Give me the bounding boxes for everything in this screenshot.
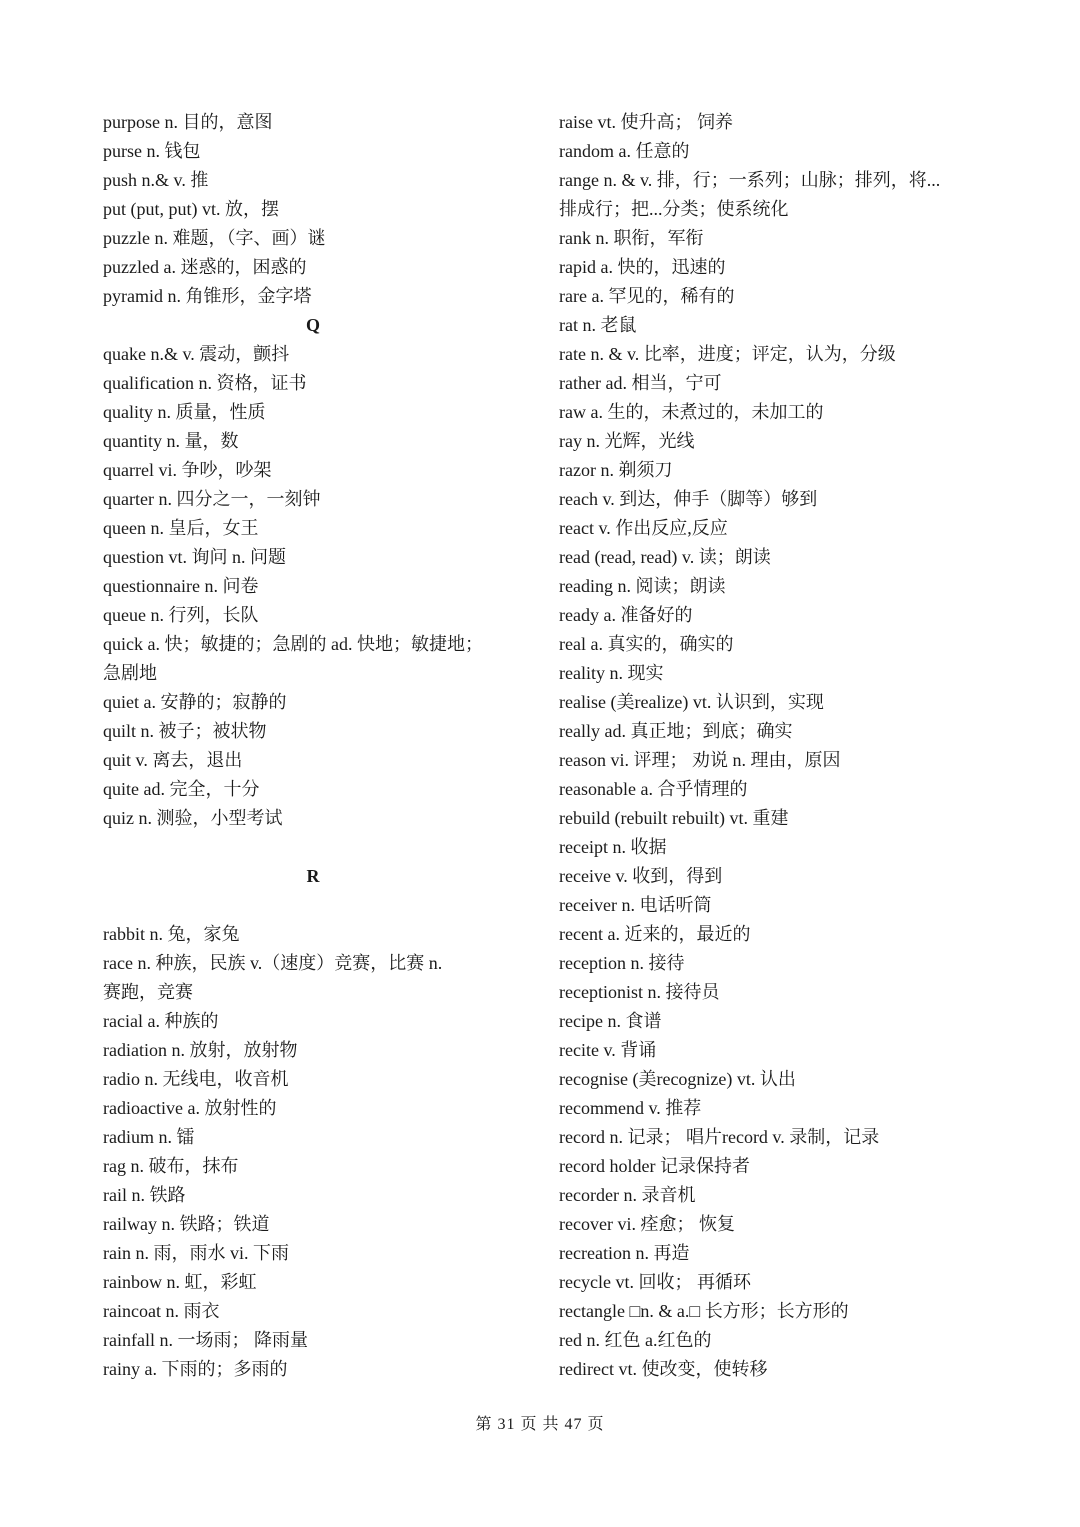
vocab-entry: rat n. 老鼠 <box>559 315 637 335</box>
vocab-entry: reading n. 阅读；朗读 <box>559 576 726 596</box>
vocab-entry: react v. 作出反应,反应 <box>559 518 728 538</box>
vocab-entry: reason vi. 评理； 劝说 n. 理由，原因 <box>559 750 841 770</box>
vocab-entry: 排成行；把...分类；使系统化 <box>559 199 789 219</box>
vocab-entry: recover vi. 痊愈； 恢复 <box>559 1214 735 1234</box>
vocab-entry: rank n. 职衔，军衔 <box>559 228 704 248</box>
vocab-entry: puzzled a. 迷惑的，困惑的 <box>103 257 307 277</box>
vocab-entry: rain n. 雨，雨水 vi. 下雨 <box>103 1243 289 1263</box>
vocab-entry: radium n. 镭 <box>103 1127 195 1147</box>
vocab-entry: radio n. 无线电，收音机 <box>103 1069 289 1089</box>
vocab-entry: quit v. 离去，退出 <box>103 750 243 770</box>
vocab-entry: rail n. 铁路 <box>103 1185 186 1205</box>
vocab-entry: rare a. 罕见的，稀有的 <box>559 286 735 306</box>
vocab-entry: receptionist n. 接待员 <box>559 982 720 1002</box>
vocab-entry: raincoat n. 雨衣 <box>103 1301 220 1321</box>
vocab-entry: quiet a. 安静的；寂静的 <box>103 692 287 712</box>
vocab-entry: realise (美realize) vt. 认识到，实现 <box>559 692 824 712</box>
vocab-entry: qualification n. 资格，证书 <box>103 373 307 393</box>
vocab-entry: reality n. 现实 <box>559 663 664 683</box>
vocab-entry: quiz n. 测验，小型考试 <box>103 808 283 828</box>
vocab-entry: purse n. 钱包 <box>103 141 201 161</box>
vocab-entry: purpose n. 目的，意图 <box>103 112 273 132</box>
vocab-entry: recycle vt. 回收； 再循环 <box>559 1272 751 1292</box>
vocab-entry: quake n.& v. 震动，颤抖 <box>103 344 290 364</box>
vocab-entry: receipt n. 收据 <box>559 837 667 857</box>
vocab-entry: receive v. 收到，得到 <box>559 866 723 886</box>
section-heading: R <box>306 866 320 886</box>
vocab-entry: reception n. 接待 <box>559 953 685 973</box>
vocab-entry: ray n. 光辉，光线 <box>559 431 695 451</box>
vocab-entry: queue n. 行列，长队 <box>103 605 259 625</box>
vocab-entry: quarrel vi. 争吵，吵架 <box>103 460 272 480</box>
vocab-entry: quantity n. 量，数 <box>103 431 239 451</box>
vocab-entry: pyramid n. 角锥形，金字塔 <box>103 286 312 306</box>
vocab-entry: 急剧地 <box>103 663 157 683</box>
vocab-entry: raw a. 生的，未煮过的，未加工的 <box>559 402 824 422</box>
vocab-entry: recipe n. 食谱 <box>559 1011 662 1031</box>
vocab-entry: rather ad. 相当，宁可 <box>559 373 722 393</box>
vocab-entry: rag n. 破布，抹布 <box>103 1156 239 1176</box>
vocab-entry: rainfall n. 一场雨； 降雨量 <box>103 1330 308 1350</box>
vocab-entry: range n. & v. 排，行；一系列；山脉；排列，将... <box>559 170 941 190</box>
right-column <box>559 108 999 1384</box>
vocab-entry: puzzle n. 难题，（字、画）谜 <box>103 228 326 248</box>
vocab-entry: record holder 记录保持者 <box>559 1156 750 1176</box>
vocab-entry: recorder n. 录音机 <box>559 1185 696 1205</box>
section-heading: Q <box>305 315 320 335</box>
vocab-entry: recreation n. 再造 <box>559 1243 690 1263</box>
vocab-entry: receiver n. 电话听筒 <box>559 895 712 915</box>
vocab-entry: question vt. 询问 n. 问题 <box>103 547 286 567</box>
blank-line <box>103 833 523 862</box>
vocab-entry: rapid a. 快的，迅速的 <box>559 257 726 277</box>
vocab-entry: recommend v. 推荐 <box>559 1098 702 1118</box>
vocab-entry: real a. 真实的，确实的 <box>559 634 734 654</box>
vocab-entry: racial a. 种族的 <box>103 1011 219 1031</box>
vocab-entry: reach v. 到达，伸手（脚等）够到 <box>559 489 818 509</box>
vocab-entry: railway n. 铁路；铁道 <box>103 1214 270 1234</box>
vocab-entry: rebuild (rebuilt rebuilt) vt. 重建 <box>559 808 789 828</box>
vocab-entry: reasonable a. 合乎情理的 <box>559 779 748 799</box>
vocab-entry: recent a. 近来的，最近的 <box>559 924 751 944</box>
vocab-entry: put (put, put) vt. 放，摆 <box>103 199 279 219</box>
vocab-entry: 赛跑，竞赛 <box>103 982 193 1002</box>
vocab-entry: quarter n. 四分之一，一刻钟 <box>103 489 321 509</box>
vocab-entry: raise vt. 使升高； 饲养 <box>559 112 733 132</box>
vocab-entry: random a. 任意的 <box>559 141 690 161</box>
vocab-entry: quick a. 快；敏捷的；急剧的 ad. 快地；敏捷地； <box>103 634 483 654</box>
vocab-entry: recognise (美recognize) vt. 认出 <box>559 1069 796 1089</box>
vocab-entry: race n. 种族，民族 v.（速度）竞赛，比赛 n. <box>103 953 443 973</box>
vocab-entry: rabbit n. 兔，家兔 <box>103 924 240 944</box>
vocab-entry: razor n. 剃须刀 <box>559 460 673 480</box>
vocab-entry: queen n. 皇后，女王 <box>103 518 259 538</box>
vocab-entry: quite ad. 完全，十分 <box>103 779 260 799</box>
vocab-entry: read (read, read) v. 读；朗读 <box>559 547 771 567</box>
vocab-entry: record n. 记录； 唱片record v. 录制，记录 <box>559 1127 880 1147</box>
vocab-entry: rectangle □n. & a.□ 长方形；长方形的 <box>559 1301 849 1321</box>
vocab-entry: redirect vt. 使改变，使转移 <box>559 1359 768 1379</box>
vocab-entry: ready a. 准备好的 <box>559 605 693 625</box>
vocab-entry: radiation n. 放射，放射物 <box>103 1040 298 1060</box>
vocab-entry: questionnaire n. 问卷 <box>103 576 259 596</box>
vocab-entry: rate n. & v. 比率，进度；评定，认为，分级 <box>559 344 896 364</box>
left-column <box>103 108 523 1384</box>
vocab-entry: quilt n. 被子；被状物 <box>103 721 267 741</box>
vocab-entry: push n.& v. 推 <box>103 170 209 190</box>
blank-line <box>103 891 523 920</box>
vocab-entry: quality n. 质量，性质 <box>103 402 266 422</box>
vocab-entry: really ad. 真正地；到底；确实 <box>559 721 793 741</box>
vocab-entry: red n. 红色 a.红色的 <box>559 1330 712 1350</box>
vocab-entry: radioactive a. 放射性的 <box>103 1098 277 1118</box>
vocab-entry: rainy a. 下雨的；多雨的 <box>103 1359 288 1379</box>
vocab-entry: recite v. 背诵 <box>559 1040 657 1060</box>
page-footer: 第 31 页 共 47 页 <box>475 1416 605 1433</box>
vocab-entry: rainbow n. 虹，彩虹 <box>103 1272 257 1292</box>
